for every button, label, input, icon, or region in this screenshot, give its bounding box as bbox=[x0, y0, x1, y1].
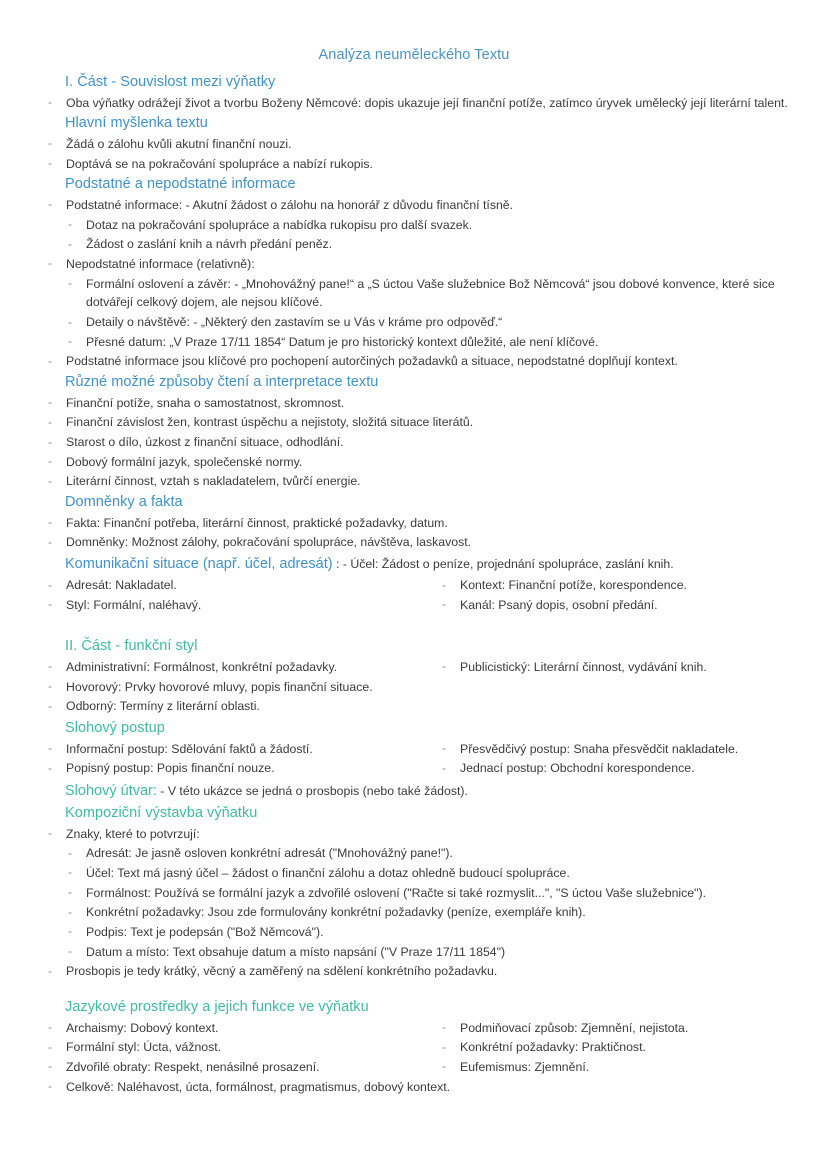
bullet-dash-icon: - bbox=[48, 454, 53, 469]
bullet-dash-icon: - bbox=[48, 136, 53, 151]
column-left bbox=[28, 740, 414, 779]
list-item bbox=[48, 596, 414, 615]
bullet-dash-icon: - bbox=[48, 760, 53, 775]
list-item bbox=[48, 697, 414, 716]
bullet-dash-icon: - bbox=[68, 904, 73, 919]
list-item bbox=[48, 759, 414, 778]
list-item-text: Přesvědčivý postup: Snaha přesvědčit nakladatele. bbox=[460, 741, 739, 756]
list-procedure-right bbox=[422, 740, 800, 778]
list-item bbox=[442, 1019, 800, 1038]
list-item-text: Kontext: Finanční potíže, korespondence. bbox=[460, 578, 687, 593]
list-item-text: Styl: Formální, naléhavý. bbox=[66, 597, 202, 612]
list-item-text: Detaily o návštěvě: - „Některý den zastavím se u Vás v kráme pro odpověď.“ bbox=[86, 315, 503, 329]
list-item-text: Podmiňovací způsob: Zjemnění, nejistota. bbox=[460, 1020, 689, 1035]
list-item-text: Datum a místo: Text obsahuje datum a místo napsání ("V Praze 17/11 1854") bbox=[86, 944, 506, 959]
list-item-text: Informační postup: Sdělování faktů a žádostí. bbox=[66, 741, 313, 756]
list-item bbox=[68, 235, 800, 254]
list-item bbox=[48, 576, 414, 595]
list-item-text: Domněnky: Možnost zálohy, pokračování spolupráce, návštěva, laskavost. bbox=[66, 535, 472, 550]
list-readings bbox=[28, 394, 800, 491]
column-left bbox=[28, 658, 414, 717]
bullet-dash-icon: - bbox=[68, 276, 73, 291]
heading-assumptions-facts: Domněnky a fakta bbox=[65, 494, 183, 511]
list-item-text: Popisný postup: Popis finanční nouze. bbox=[66, 761, 275, 776]
list-item-text: Zdvořilé obraty: Respekt, nenásilné prosazení. bbox=[66, 1059, 320, 1074]
list-item-text: Archaismy: Dobový kontext. bbox=[66, 1020, 219, 1035]
list-item-text: Žádá o zálohu kvůli akutní finanční nouzi. bbox=[66, 136, 292, 151]
heading-style-form-trailing: - V této ukázce se jedná o prosbopis (nebo také žádost). bbox=[156, 783, 468, 798]
list-item-text: Nepodstatné informace (relativně): bbox=[66, 256, 255, 271]
bullet-dash-icon: - bbox=[442, 1059, 447, 1074]
list-item bbox=[48, 394, 800, 413]
list-item bbox=[48, 678, 414, 697]
list-item-text: Publicistický: Literární činnost, vydávání knih. bbox=[460, 659, 707, 674]
bullet-dash-icon: - bbox=[48, 1020, 53, 1035]
bullet-dash-icon: - bbox=[48, 197, 53, 212]
list-item bbox=[442, 1038, 800, 1057]
bullet-dash-icon: - bbox=[68, 924, 73, 939]
list-item bbox=[48, 433, 800, 452]
bullet-dash-icon: - bbox=[48, 353, 53, 368]
list-item bbox=[48, 155, 800, 174]
bullet-dash-icon: - bbox=[442, 760, 447, 775]
list-language-summary bbox=[28, 1078, 800, 1097]
bullet-dash-icon: - bbox=[48, 826, 53, 841]
list-item-text: Fakta: Finanční potřeba, literární činnost, praktické požadavky, datum. bbox=[66, 515, 448, 530]
list-item bbox=[68, 923, 800, 942]
bullet-dash-icon: - bbox=[68, 334, 73, 349]
list-assumptions-facts bbox=[28, 514, 800, 552]
heading-part-1: I. Část - Souvislost mezi výňatky bbox=[65, 74, 276, 91]
bullet-dash-icon: - bbox=[48, 473, 53, 488]
list-item bbox=[48, 255, 800, 274]
list-item bbox=[68, 884, 800, 903]
list-item bbox=[48, 1019, 414, 1038]
bullet-dash-icon: - bbox=[48, 256, 53, 271]
list-item-text: Žádost o zaslání knih a návrh předání peněz. bbox=[86, 237, 333, 252]
list-item bbox=[442, 759, 800, 778]
list-item bbox=[68, 943, 800, 962]
list-item-text: Odborný: Termíny z literární oblasti. bbox=[66, 699, 260, 714]
list-item-text: Hovorový: Prvky hovorové mluvy, popis finanční situace. bbox=[66, 679, 373, 694]
list-item bbox=[48, 135, 800, 154]
bullet-dash-icon: - bbox=[48, 395, 53, 410]
bullet-dash-icon: - bbox=[48, 597, 53, 612]
bullet-dash-icon: - bbox=[68, 236, 73, 251]
columns-part-2 bbox=[28, 658, 800, 717]
list-main-idea bbox=[28, 135, 800, 173]
list-item-text: Přesné datum: „V Praze 17/11 1854“ Datum je pro historický kontext důležité, ale není klíčové. bbox=[86, 334, 599, 349]
heading-composition: Kompoziční výstavba výňatku bbox=[65, 804, 258, 821]
bullet-dash-icon: - bbox=[48, 156, 53, 171]
column-left bbox=[28, 576, 414, 615]
list-essential-info bbox=[28, 196, 800, 371]
bullet-dash-icon: - bbox=[48, 434, 53, 449]
list-item-text: Formálnost: Používá se formální jazyk a zdvořilé oslovení ("Račte si také rozmyslit...", "S úctou Vaše služebnice"). bbox=[86, 885, 707, 900]
list-item-text: Prosbopis je tedy krátký, věcný a zaměřený na sdělení konkrétního požadavku. bbox=[66, 964, 498, 979]
list-item-text: Formální oslovení a závěr: - „Mnohovážný pane!“ a „S úctou Vaše služebnice Bož Němcová“ jsou dobové konvence, které sice dotvářejí celkový dojem, ale nejsou klíčové. bbox=[86, 276, 775, 310]
bullet-dash-icon: - bbox=[442, 597, 447, 612]
list-item bbox=[48, 962, 800, 981]
heading-style-form bbox=[65, 781, 800, 802]
bullet-dash-icon: - bbox=[48, 1039, 53, 1054]
list-communication-left bbox=[28, 576, 414, 614]
heading-style-procedure: Slohový postup bbox=[65, 720, 165, 737]
bullet-dash-icon: - bbox=[48, 659, 53, 674]
list-item-text: Adresát: Nakladatel. bbox=[66, 578, 177, 593]
bullet-dash-icon: - bbox=[48, 741, 53, 756]
column-left bbox=[28, 1019, 414, 1078]
list-item bbox=[442, 740, 800, 759]
columns-language-means bbox=[28, 1019, 800, 1078]
list-item bbox=[442, 576, 800, 595]
list-item-text: Podstatné informace jsou klíčové pro pochopení autorčiných požadavků a situace, nepodstatné doplňují kontext. bbox=[66, 354, 678, 369]
list-item bbox=[48, 1078, 800, 1097]
columns-style-procedure bbox=[28, 740, 800, 779]
heading-communication-situation bbox=[65, 554, 800, 575]
list-part-2-left bbox=[28, 658, 414, 716]
bullet-dash-icon: - bbox=[48, 95, 53, 110]
list-item-text: Literární činnost, vztah s nakladatelem, tvůrčí energie. bbox=[66, 474, 361, 489]
bullet-dash-icon: - bbox=[68, 314, 73, 329]
bullet-dash-icon: - bbox=[48, 515, 53, 530]
bullet-dash-icon: - bbox=[442, 1039, 447, 1054]
list-item bbox=[48, 1058, 414, 1077]
list-item-text: Starost o dílo, úzkost z finanční situace, odhodlání. bbox=[66, 435, 344, 449]
list-item bbox=[48, 196, 800, 215]
page-title: Analýza neuměleckého Textu bbox=[318, 47, 510, 63]
spacer bbox=[28, 615, 800, 635]
list-item-text: Podpis: Text je podepsán ("Bož Němcová"). bbox=[86, 924, 324, 939]
list-language-right bbox=[422, 1019, 800, 1077]
columns-communication bbox=[28, 576, 800, 615]
bullet-dash-icon: - bbox=[68, 944, 73, 959]
list-item bbox=[48, 1038, 414, 1057]
heading-part-2: II. Část - funkční styl bbox=[65, 638, 198, 655]
list-item bbox=[48, 825, 800, 844]
list-item bbox=[48, 533, 800, 552]
bullet-dash-icon: - bbox=[48, 679, 53, 694]
list-item-text: Podstatné informace: - Akutní žádost o zálohu na honorář z důvodu finanční tísně. bbox=[66, 197, 514, 212]
bullet-dash-icon: - bbox=[442, 659, 447, 674]
list-item-text: Finanční závislost žen, kontrast úspěchu a nejistoty, složitá situace literátů. bbox=[66, 415, 474, 430]
bullet-dash-icon: - bbox=[48, 963, 53, 978]
list-item-text: Formální styl: Úcta, vážnost. bbox=[66, 1040, 222, 1055]
bullet-dash-icon: - bbox=[442, 741, 447, 756]
list-item bbox=[68, 333, 800, 352]
heading-readings: Různé možné způsoby čtení a interpretace textu bbox=[65, 374, 379, 391]
list-item bbox=[68, 864, 800, 883]
list-item bbox=[48, 94, 800, 113]
heading-language-means: Jazykové prostředky a jejich funkce ve výňatku bbox=[65, 999, 369, 1016]
bullet-dash-icon: - bbox=[48, 414, 53, 429]
heading-communication-label: Komunikační situace (např. účel, adresát) bbox=[65, 556, 333, 572]
bullet-dash-icon: - bbox=[68, 845, 73, 860]
list-item-text: Eufemismus: Zjemnění. bbox=[460, 1059, 590, 1074]
list-procedure-left bbox=[28, 740, 414, 778]
bullet-dash-icon: - bbox=[48, 1079, 53, 1094]
heading-style-form-label: Slohový útvar: bbox=[65, 782, 157, 799]
list-language-left bbox=[28, 1019, 414, 1077]
list-item bbox=[68, 903, 800, 922]
list-communication-right bbox=[422, 576, 800, 614]
bullet-dash-icon: - bbox=[48, 577, 53, 592]
list-item-text: Kanál: Psaný dopis, osobní předání. bbox=[460, 597, 658, 612]
list-part-1 bbox=[28, 94, 800, 113]
list-item-text: Konkrétní požadavky: Jsou zde formulovány konkrétní požadavky (peníze, exempláře knih). bbox=[86, 905, 586, 920]
list-item-text: Doptává se na pokračování spolupráce a nabízí rukopis. bbox=[66, 156, 373, 171]
bullet-dash-icon: - bbox=[442, 1020, 447, 1035]
heading-main-idea: Hlavní myšlenka textu bbox=[65, 115, 208, 132]
list-item bbox=[48, 352, 800, 371]
list-item-text: Dotaz na pokračování spolupráce a nabídka rukopisu pro další svazek. bbox=[86, 217, 473, 232]
list-item bbox=[442, 596, 800, 615]
column-right bbox=[414, 1019, 800, 1078]
spacer bbox=[28, 982, 800, 996]
list-item bbox=[48, 514, 800, 533]
column-right bbox=[414, 658, 800, 678]
list-item bbox=[48, 740, 414, 759]
list-item-text: Jednací postup: Obchodní korespondence. bbox=[460, 761, 695, 776]
list-item bbox=[48, 453, 800, 472]
list-item bbox=[68, 844, 800, 863]
column-right bbox=[414, 576, 800, 615]
list-item bbox=[48, 413, 800, 432]
list-item bbox=[68, 275, 800, 312]
heading-essential-info: Podstatné a nepodstatné informace bbox=[65, 176, 296, 193]
list-item-text: Oba výňatky odrážejí život a tvorbu Boženy Němcové: dopis ukazuje její finanční potíže, zatímco úryvek umělecký její literární talent. bbox=[66, 95, 788, 110]
list-item-text: Celkově: Naléhavost, úcta, formálnost, pragmatismus, dobový kontext. bbox=[66, 1079, 451, 1094]
bullet-dash-icon: - bbox=[48, 698, 53, 713]
bullet-dash-icon: - bbox=[442, 577, 447, 592]
list-item-text: Finanční potíže, snaha o samostatnost, skromnost. bbox=[66, 395, 345, 410]
list-item bbox=[48, 658, 414, 677]
list-item-text: Adresát: Je jasně osloven konkrétní adresát ("Mnohovážný pane!"). bbox=[86, 846, 453, 861]
heading-communication-trailing: : - Účel: Žádost o peníze, projednání spolupráce, zaslání knih. bbox=[332, 557, 674, 571]
column-right bbox=[414, 740, 800, 779]
list-item bbox=[68, 216, 800, 235]
bullet-dash-icon: - bbox=[48, 534, 53, 549]
list-composition bbox=[28, 825, 800, 982]
bullet-dash-icon: - bbox=[68, 865, 73, 880]
bullet-dash-icon: - bbox=[68, 885, 73, 900]
list-item-text: Administrativní: Formálnost, konkrétní požadavky. bbox=[66, 659, 338, 674]
bullet-dash-icon: - bbox=[68, 217, 73, 232]
list-item-text: Účel: Text má jasný účel – žádost o finanční zálohu a dotaz ohledně budoucí spolupráce. bbox=[86, 865, 570, 880]
list-item bbox=[442, 658, 800, 677]
list-part-2-right bbox=[422, 658, 800, 677]
bullet-dash-icon: - bbox=[48, 1059, 53, 1074]
list-item bbox=[68, 313, 800, 332]
list-item-text: Dobový formální jazyk, společenské normy. bbox=[66, 454, 303, 469]
list-item bbox=[442, 1058, 800, 1077]
list-item-text: Znaky, které to potvrzují: bbox=[66, 826, 200, 841]
list-item-text: Konkrétní požadavky: Praktičnost. bbox=[460, 1040, 646, 1055]
list-item bbox=[48, 472, 800, 491]
